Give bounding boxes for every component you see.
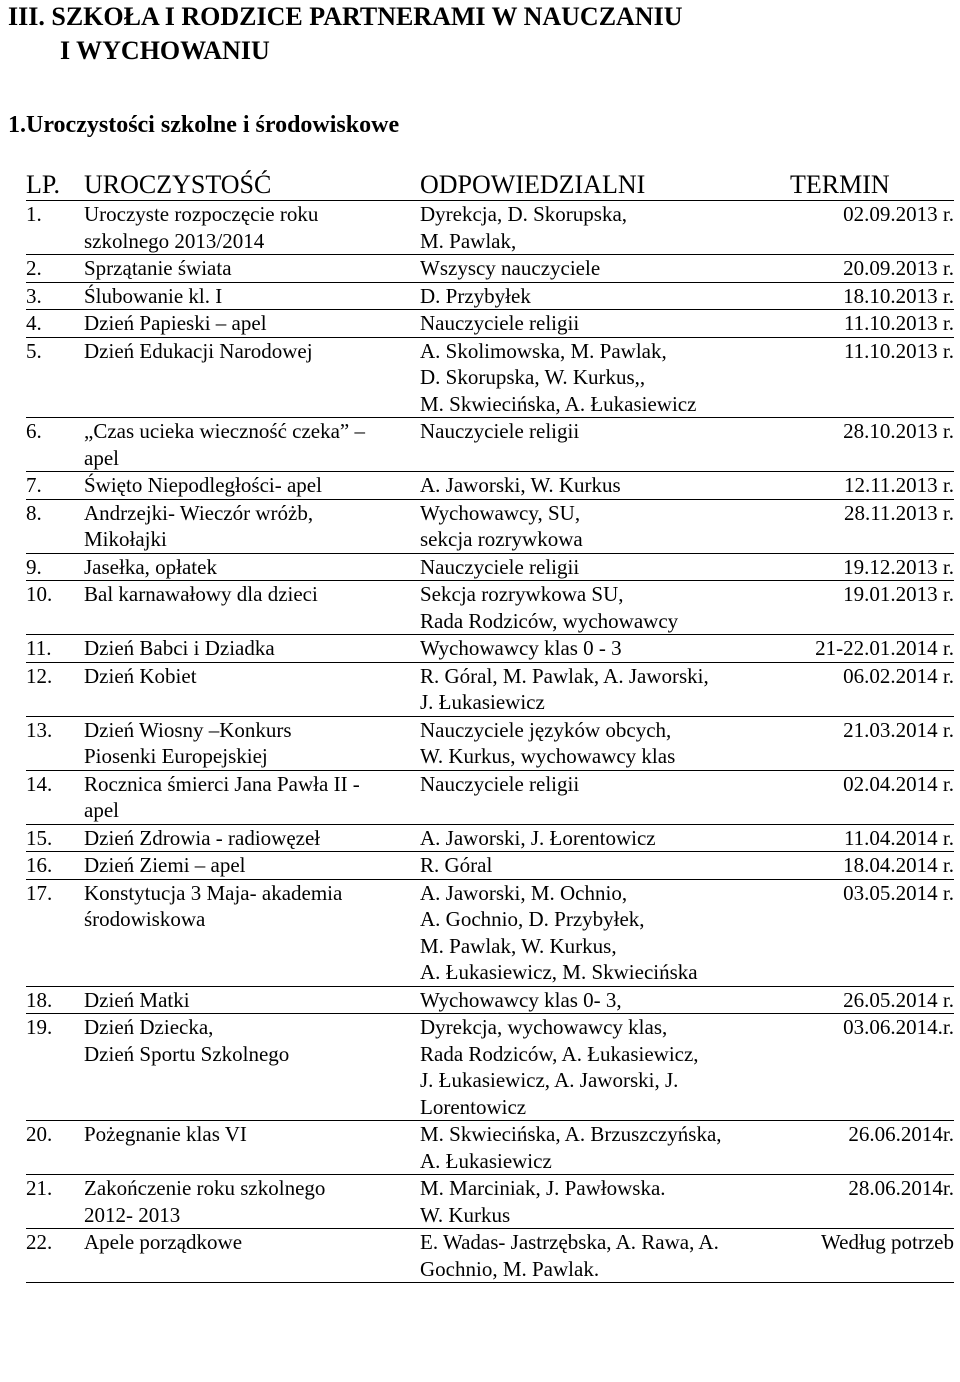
table-row [26, 201, 954, 255]
table-row [26, 310, 954, 338]
cell-event: Dzień Ziemi – apel [84, 852, 420, 880]
cell-lp: 2. [26, 255, 84, 283]
cell-event: Andrzejki- Wieczór wróżb, Mikołajki [84, 499, 420, 553]
cell-date: 11.04.2014 r. [790, 824, 954, 852]
cell-event: Święto Niepodległości- apel [84, 472, 420, 500]
ceremonies-table [26, 170, 954, 1283]
cell-date: 26.05.2014 r. [790, 986, 954, 1014]
cell-responsible: R. Góral [420, 852, 790, 880]
cell-date: 28.10.2013 r. [790, 418, 954, 472]
cell-date: 19.12.2013 r. [790, 553, 954, 581]
table-row [26, 1121, 954, 1175]
header-lp: LP. [26, 170, 84, 201]
cell-lp: 4. [26, 310, 84, 338]
cell-event: Dzień Wiosny –Konkurs Piosenki Europejskiej [84, 716, 420, 770]
cell-lp: 22. [26, 1229, 84, 1283]
cell-date: 11.10.2013 r. [790, 310, 954, 338]
cell-date: Według potrzeb [790, 1229, 954, 1283]
cell-responsible: Nauczyciele religii [420, 553, 790, 581]
table-row [26, 472, 954, 500]
cell-lp: 15. [26, 824, 84, 852]
cell-event: Uroczyste rozpoczęcie roku szkolnego 2013/2014 [84, 201, 420, 255]
cell-lp: 16. [26, 852, 84, 880]
cell-responsible: Nauczyciele języków obcych, W. Kurkus, wychowawcy klas [420, 716, 790, 770]
table-row [26, 255, 954, 283]
cell-responsible: A. Skolimowska, M. Pawlak, D. Skorupska, W. Kurkus,, M. Skwiecińska, A. Łukasiewicz [420, 337, 790, 418]
cell-event: Jasełka, opłatek [84, 553, 420, 581]
subsection-heading: 1.Uroczystości szkolne i środowiskowe [8, 112, 400, 138]
table-row [26, 581, 954, 635]
cell-lp: 21. [26, 1175, 84, 1229]
cell-responsible: D. Przybyłek [420, 282, 790, 310]
cell-date: 28.06.2014r. [790, 1175, 954, 1229]
cell-event: Dzień Matki [84, 986, 420, 1014]
cell-responsible: A. Jaworski, J. Łorentowicz [420, 824, 790, 852]
cell-date: 11.10.2013 r. [790, 337, 954, 418]
cell-responsible: A. Jaworski, W. Kurkus [420, 472, 790, 500]
section-heading-line1: III. SZKOŁA I RODZICE PARTNERAMI W NAUCZANIU [8, 2, 683, 31]
cell-event: Rocznica śmierci Jana Pawła II - apel [84, 770, 420, 824]
cell-lp: 3. [26, 282, 84, 310]
cell-responsible: M. Marciniak, J. Pawłowska. W. Kurkus [420, 1175, 790, 1229]
cell-event: Dzień Babci i Dziadka [84, 635, 420, 663]
table-row [26, 986, 954, 1014]
cell-date: 02.04.2014 r. [790, 770, 954, 824]
cell-lp: 18. [26, 986, 84, 1014]
cell-lp: 1. [26, 201, 84, 255]
cell-date: 02.09.2013 r. [790, 201, 954, 255]
table-row [26, 635, 954, 663]
cell-responsible: R. Góral, M. Pawlak, A. Jaworski, J. Łukasiewicz [420, 662, 790, 716]
cell-date: 12.11.2013 r. [790, 472, 954, 500]
cell-responsible: Nauczyciele religii [420, 310, 790, 338]
table-row [26, 662, 954, 716]
cell-event: Dzień Zdrowia - radiowęzeł [84, 824, 420, 852]
cell-date: 21-22.01.2014 r. [790, 635, 954, 663]
cell-event: Apele porządkowe [84, 1229, 420, 1283]
cell-date: 18.10.2013 r. [790, 282, 954, 310]
cell-responsible: Wszyscy nauczyciele [420, 255, 790, 283]
cell-responsible: Nauczyciele religii [420, 770, 790, 824]
cell-lp: 13. [26, 716, 84, 770]
header-date: TERMIN [790, 170, 954, 201]
table-row [26, 1014, 954, 1121]
table-row [26, 770, 954, 824]
cell-date: 03.05.2014 r. [790, 879, 954, 986]
cell-responsible: M. Skwiecińska, A. Brzuszczyńska, A. Łukasiewicz [420, 1121, 790, 1175]
cell-date: 18.04.2014 r. [790, 852, 954, 880]
cell-event: Dzień Edukacji Narodowej [84, 337, 420, 418]
cell-date: 21.03.2014 r. [790, 716, 954, 770]
cell-lp: 5. [26, 337, 84, 418]
table-row [26, 716, 954, 770]
cell-date: 03.06.2014.r. [790, 1014, 954, 1121]
header-event: UROCZYSTOŚĆ [84, 170, 420, 201]
cell-date: 28.11.2013 r. [790, 499, 954, 553]
cell-event: Dzień Papieski – apel [84, 310, 420, 338]
table-row [26, 879, 954, 986]
cell-responsible: Dyrekcja, wychowawcy klas, Rada Rodziców, A. Łukasiewicz, J. Łukasiewicz, A. Jaworski, J. Lorentowicz [420, 1014, 790, 1121]
cell-lp: 10. [26, 581, 84, 635]
table-row [26, 852, 954, 880]
cell-responsible: Sekcja rozrywkowa SU, Rada Rodziców, wychowawcy [420, 581, 790, 635]
cell-event: Konstytucja 3 Maja- akademia środowiskowa [84, 879, 420, 986]
cell-date: 19.01.2013 r. [790, 581, 954, 635]
table-row [26, 1175, 954, 1229]
cell-event: Sprzątanie świata [84, 255, 420, 283]
cell-lp: 6. [26, 418, 84, 472]
cell-lp: 17. [26, 879, 84, 986]
cell-date: 20.09.2013 r. [790, 255, 954, 283]
cell-lp: 8. [26, 499, 84, 553]
table-row [26, 1229, 954, 1283]
cell-lp: 7. [26, 472, 84, 500]
cell-responsible: E. Wadas- Jastrzębska, A. Rawa, A. Gochnio, M. Pawlak. [420, 1229, 790, 1283]
cell-lp: 14. [26, 770, 84, 824]
table-row [26, 337, 954, 418]
cell-lp: 12. [26, 662, 84, 716]
section-heading-line2: I WYCHOWANIU [60, 36, 270, 65]
cell-responsible: A. Jaworski, M. Ochnio, A. Gochnio, D. Przybyłek, M. Pawlak, W. Kurkus, A. Łukasiewicz, M. Skwiecińska [420, 879, 790, 986]
table-row [26, 824, 954, 852]
cell-date: 26.06.2014r. [790, 1121, 954, 1175]
cell-responsible: Dyrekcja, D. Skorupska, M. Pawlak, [420, 201, 790, 255]
cell-lp: 20. [26, 1121, 84, 1175]
cell-event: Pożegnanie klas VI [84, 1121, 420, 1175]
cell-event: Ślubowanie kl. I [84, 282, 420, 310]
table-header-row [26, 170, 954, 201]
table-row [26, 499, 954, 553]
cell-responsible: Wychowawcy klas 0 - 3 [420, 635, 790, 663]
cell-event: „Czas ucieka wieczność czeka” – apel [84, 418, 420, 472]
table-row [26, 282, 954, 310]
cell-responsible: Wychowawcy klas 0- 3, [420, 986, 790, 1014]
header-responsible: ODPOWIEDZIALNI [420, 170, 790, 201]
cell-event: Bal karnawałowy dla dzieci [84, 581, 420, 635]
cell-responsible: Nauczyciele religii [420, 418, 790, 472]
table-row [26, 553, 954, 581]
cell-lp: 11. [26, 635, 84, 663]
cell-event: Dzień Dziecka, Dzień Sportu Szkolnego [84, 1014, 420, 1121]
table-row [26, 418, 954, 472]
cell-lp: 19. [26, 1014, 84, 1121]
cell-date: 06.02.2014 r. [790, 662, 954, 716]
cell-event: Dzień Kobiet [84, 662, 420, 716]
cell-lp: 9. [26, 553, 84, 581]
cell-responsible: Wychowawcy, SU, sekcja rozrywkowa [420, 499, 790, 553]
cell-event: Zakończenie roku szkolnego 2012- 2013 [84, 1175, 420, 1229]
